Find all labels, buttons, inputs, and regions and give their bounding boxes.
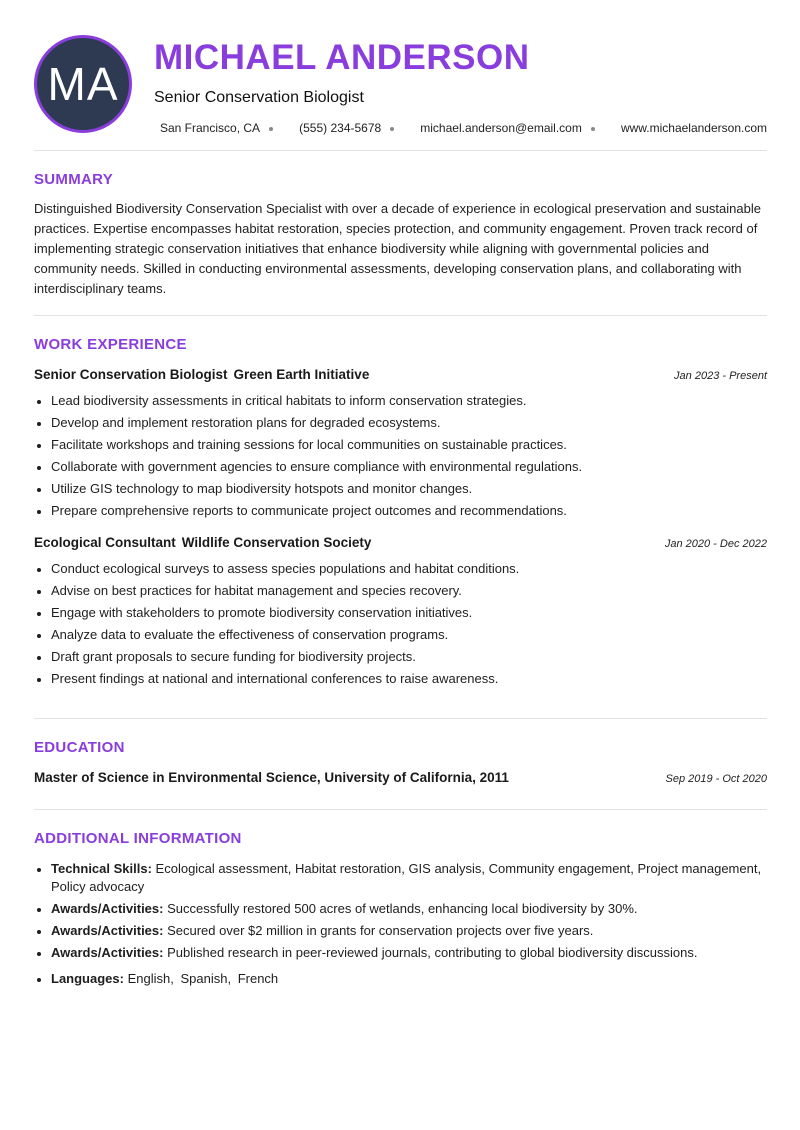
item-text: Successfully restored 500 acres of wetlands, enhancing local biodiversity by 30%.: [167, 901, 638, 916]
summary-section: [34, 151, 767, 315]
contact-website[interactable]: www.michaelanderson.com: [620, 121, 767, 135]
separator-dot-icon: [269, 127, 273, 131]
section-heading-summary: SUMMARY: [34, 171, 114, 188]
list-item: [51, 900, 767, 918]
contact-phone: (555) 234-5678: [299, 120, 394, 136]
item-label: Technical Skills:: [51, 861, 152, 876]
list-item: [51, 970, 767, 988]
education-degree: Master of Science in Environmental Science, University of California, 2011: [34, 770, 509, 785]
contact-location: San Francisco, CA: [160, 120, 273, 136]
candidate-name: MICHAEL ANDERSON: [154, 38, 530, 77]
contact-email[interactable]: michael.anderson@email.com: [420, 120, 595, 136]
languages-label: Languages:: [51, 971, 124, 986]
list-item: • Draft grant proposals to secure funding for biodiversity projects.: [51, 646, 767, 668]
item-label: Awards/Activities:: [51, 901, 164, 916]
section-heading-education: EDUCATION: [34, 739, 125, 756]
job-header: [34, 534, 767, 552]
education-section: [34, 719, 767, 809]
list-item: • Facilitate workshops and training sessions for local communities on sustainable practices.: [51, 434, 767, 456]
list-item: • Present findings at national and international conferences to raise awareness.: [51, 668, 767, 690]
avatar: [34, 35, 132, 133]
item-text: Published research in peer-reviewed journals, contributing to global biodiversity discussions.: [167, 945, 698, 960]
job-entry: [34, 366, 767, 522]
list-item: • Engage with stakeholders to promote biodiversity conservation initiatives.: [51, 602, 767, 624]
job-role: Senior Conservation Biologist: [34, 367, 228, 382]
list-item: • Lead biodiversity assessments in critical habitats to inform conservation strategies.: [51, 390, 767, 412]
list-item: • Utilize GIS technology to map biodiversity hotspots and monitor changes.: [51, 478, 767, 500]
additional-list: [34, 860, 767, 988]
job-organization: Green Earth Initiative: [233, 367, 370, 382]
item-text: Secured over $2 million in grants for conservation projects over five years.: [167, 923, 594, 938]
section-heading-experience: WORK EXPERIENCE: [34, 336, 187, 353]
contact-bar: [160, 120, 767, 136]
job-entry: [34, 534, 767, 690]
additional-section: [34, 810, 767, 1008]
job-organization: Wildlife Conservation Society: [181, 535, 372, 550]
list-item: • Analyze data to evaluate the effectiveness of conservation programs.: [51, 624, 767, 646]
list-item: • Develop and implement restoration plans for degraded ecosystems.: [51, 412, 767, 434]
list-item: • Prepare comprehensive reports to communicate project outcomes and recommendations.: [51, 500, 767, 522]
language-item: Spanish,: [180, 971, 232, 986]
job-bullets: [34, 390, 767, 522]
list-item: [51, 944, 767, 962]
list-item: [51, 860, 767, 896]
job-title: [34, 366, 369, 384]
item-text: Ecological assessment, Habitat restoration, GIS analysis, Community engagement, Project management, Policy advocacy: [51, 861, 762, 894]
separator-dot-icon: [591, 127, 595, 131]
item-label: Awards/Activities:: [51, 923, 164, 938]
list-item: • Conduct ecological surveys to assess species populations and habitat conditions.: [51, 558, 767, 580]
summary-text: Distinguished Biodiversity Conservation Specialist with over a decade of experience in ecological preservation and sustainable practices. Expertise encompasses habitat restoration, species protection, and community engagement. Proven track record of implementing strategic conservation initiatives that enhance biodiversity while aligning with governmental policies and community needs. Skilled in conducting environmental assessments, developing conservation plans, and collaborating with interdisciplinary teams.: [34, 201, 761, 296]
item-label: Awards/Activities:: [51, 945, 164, 960]
list-item: • Collaborate with government agencies to ensure compliance with environmental regulations.: [51, 456, 767, 478]
section-heading-additional: ADDITIONAL INFORMATION: [34, 830, 242, 847]
job-dates: Jan 2023 - Present: [674, 370, 767, 382]
resume-header: [34, 0, 767, 150]
list-item: • Advise on best practices for habitat management and species recovery.: [51, 580, 767, 602]
job-bullets: [34, 558, 767, 690]
language-item: English,: [127, 971, 174, 986]
experience-section: [34, 316, 767, 718]
candidate-title: Senior Conservation Biologist: [154, 89, 364, 106]
education-entry: [34, 769, 767, 787]
education-dates: Sep 2019 - Oct 2020: [665, 773, 767, 785]
job-header: [34, 366, 767, 384]
language-item: French: [237, 971, 279, 986]
job-dates: Jan 2020 - Dec 2022: [664, 538, 767, 550]
separator-dot-icon: [390, 127, 394, 131]
avatar-initials: MA: [47, 58, 119, 110]
list-item: [51, 922, 767, 940]
job-title: [34, 534, 371, 552]
job-role: Ecological Consultant: [34, 535, 176, 550]
